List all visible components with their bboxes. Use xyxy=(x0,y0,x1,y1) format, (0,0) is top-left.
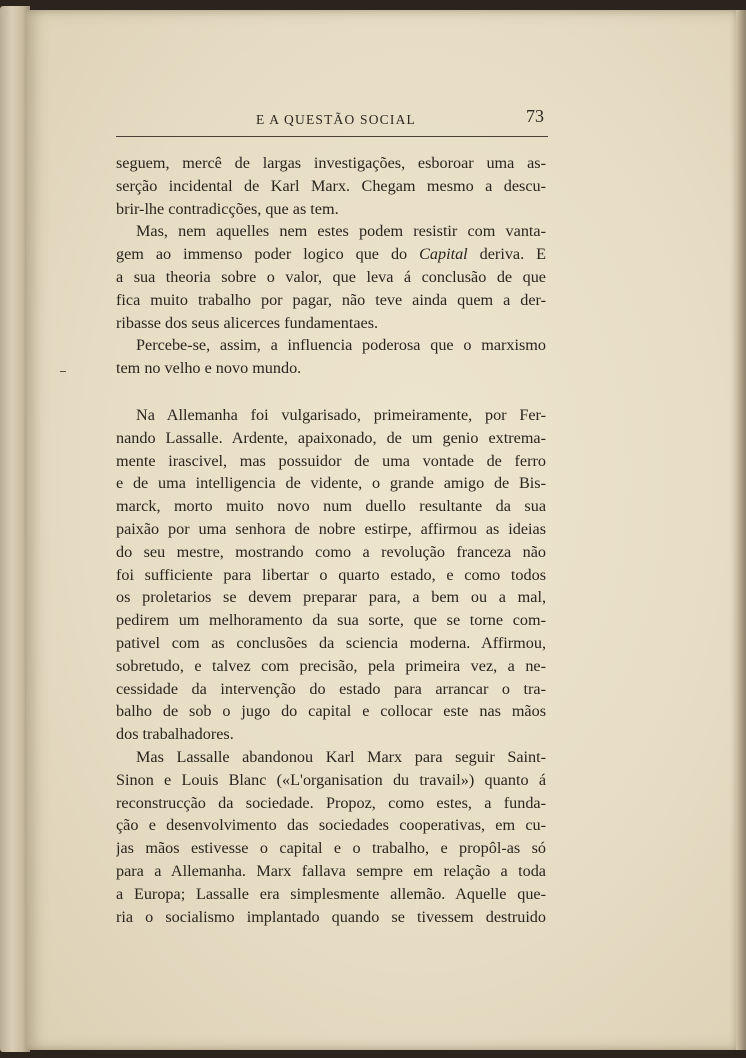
text-line: os proletarios se devem preparar para, a bem ou a mal, xyxy=(116,588,546,607)
text-line: brir-lhe contradicções, que as tem. xyxy=(116,199,339,218)
text-line: a Europa; Lassalle era simplesmente allemão. Aquelle que- xyxy=(116,884,546,903)
text-line: nando Lassalle. Ardente, apaixonado, de um genio extrema- xyxy=(116,428,546,447)
text-line: mente irascivel, mas possuidor de uma vontade de ferro xyxy=(116,451,546,470)
text-line: Percebe-se, assim, a influencia poderosa que o marxismo xyxy=(136,336,546,355)
text-line: serção incidental de Karl Marx. Chegam mesmo a descu- xyxy=(116,176,546,195)
text-line: a sua theoria sobre o valor, que leva á conclusão de que xyxy=(116,267,546,286)
page-number: 73 xyxy=(526,106,544,126)
text-line: reconstrucção da sociedade. Propoz, como estes, a funda- xyxy=(116,793,546,812)
section-gap xyxy=(116,380,546,404)
italic-title: Capital xyxy=(419,245,468,264)
text-line: foi sufficiente para libertar o quarto estado, e como todos xyxy=(116,565,546,584)
text-line: tem no velho e novo mundo. xyxy=(116,359,302,378)
text-line: pativel com as conclusões da sciencia moderna. Affirmou, xyxy=(116,633,546,652)
text-line-with-italic: gem ao immenso poder logico que do Capital deriva. E xyxy=(116,245,546,264)
text-line: cessidade da intervenção do estado para arrancar o tra- xyxy=(116,679,546,698)
text-line: fica muito trabalho por pagar, não teve ainda quem a der- xyxy=(116,290,546,309)
text-line: Sinon e Louis Blanc («L'organisation du travail») quanto á xyxy=(116,770,546,789)
text-line: sobretudo, e talvez com precisão, pela primeira vez, a ne- xyxy=(116,656,546,675)
running-head: E A QUESTÃO SOCIAL xyxy=(256,112,416,127)
text-line: do seu mestre, mostrando como a revolução franceza não xyxy=(116,542,546,561)
text-line: Mas Lassalle abandonou Karl Marx para seguir Saint- xyxy=(136,747,546,766)
text-line: marck, morto muito novo num duello resultante da sua xyxy=(116,497,546,516)
text-line: pedirem um melhoramento da sua sorte, que se torne com- xyxy=(116,611,546,630)
text-line: Mas, nem aquelles nem estes podem resistir com vanta- xyxy=(136,222,546,241)
body-text xyxy=(116,152,546,928)
text-line: e de uma intelligencia de vidente, o grande amigo de Bis- xyxy=(116,474,546,493)
text-line: ria o socialismo implantado quando se tivessem destruido xyxy=(116,907,546,926)
text-line: paixão por uma senhora de nobre estirpe, affirmou as ideias xyxy=(116,519,546,538)
text-line: ribasse dos seus alicerces fundamentaes. xyxy=(116,313,379,332)
page-header xyxy=(116,106,548,134)
text-line: para a Allemanha. Marx fallava sempre em relação a toda xyxy=(116,861,546,880)
text-line: dos trabalhadores. xyxy=(116,725,234,744)
text-line: seguem, mercê de largas investigações, esboroar uma as- xyxy=(116,154,546,172)
text-line: Na Allemanha foi vulgarisado, primeiramente, por Fer- xyxy=(136,405,546,424)
text-line: ção e desenvolvimento das sociedades cooperativas, em cu- xyxy=(116,816,546,835)
page-fore-edge xyxy=(736,10,746,1050)
header-rule xyxy=(116,136,548,137)
text-line: balho de sob o jugo do capital e collocar este nas mãos xyxy=(116,702,546,721)
margin-mark xyxy=(60,371,66,372)
text-line: jas mãos estivesse o capital e o trabalho, e propôl-as só xyxy=(116,839,546,858)
